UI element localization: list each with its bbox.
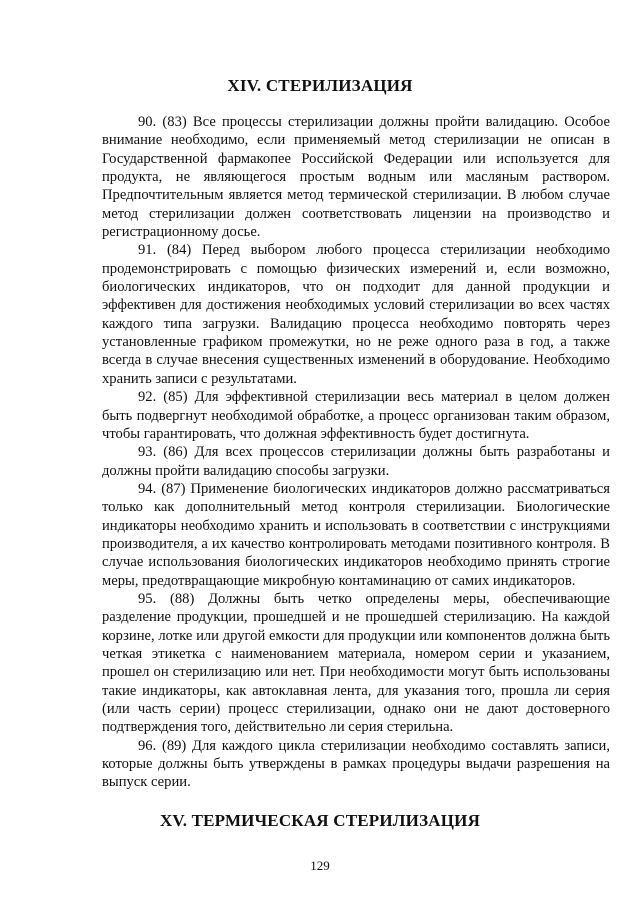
paragraph-91: 91. (84) Перед выбором любого процесса стерилизации необходимо продемонстрировать с помощью физических измерений и, если возможно, биологических индикаторов, что он подходит для данной продукции и эффективен для достижения необходимых условий стерилизации во всех частях каждого типа загрузки. Валидацию процесса необходимо повторять через установленные графиком промежутки, но не реже одного раза в год, а также всегда в случае внесения существенных изменений в оборудование. Необходимо хранить записи с результатами. [102,242,610,387]
paragraph-93: 93. (86) Для всех процессов стерилизации должны быть разработаны и должны пройти валидацию способы загрузки. [102,444,610,479]
paragraph-90: 90. (83) Все процессы стерилизации должны пройти валидацию. Особое внимание необходимо, если применяемый метод стерилизации не описан в Государственной фармакопее Российской Федерации или используется для продукта, не являющегося простым водным или масляным раствором. Предпочтительным является метод термической стерилизации. В любом случае метод стерилизации должен соответствовать лицензии на производство и регистрационному досье. [102,114,610,241]
paragraph-94: 94. (87) Применение биологических индикаторов должно рассматриваться только как дополнительный метод контроля стерилизации. Биологические индикаторы необходимо хранить и использовать в соответствии с инструкциями производителя, а их качество контролировать методами позитивного контроля. В случае использования биологических индикаторов необходимо принять строгие меры, предотвращающие микробную контаминацию от самих индикаторов. [102,480,610,589]
section-title: XIV. СТЕРИЛИЗАЦИЯ [227,76,413,95]
next-section-title: XV. ТЕРМИЧЕСКАЯ СТЕРИЛИЗАЦИЯ [159,811,481,830]
document-body [102,113,610,792]
paragraph-95: 95. (88) Должны быть четко определены меры, обеспечивающие разделение продукции, прошедшей и не прошедшей стерилизацию. На каждой корзине, лотке или другой емкости для продукции или компонентов должна быть четкая этикетка с наименованием материала, номером серии и указанием, прошел он стерилизацию или нет. При необходимости могут быть использованы такие индикаторы, как автоклавная лента, для указания того, прошла ли серия (или часть серии) процесс стерилизации, однако они не дают достоверного подтверждения того, действительно ли серия стерильна. [102,590,610,736]
page-number: 129 [310,858,330,873]
paragraph-92: 92. (85) Для эффективной стерилизации весь материал в целом должен быть подвергнут необходимой обработке, а процесс организован таким образом, чтобы гарантировать, что должная эффективность будет достигнута. [102,389,610,442]
paragraph-96: 96. (89) Для каждого цикла стерилизации необходимо составлять записи, которые должны быть утверждены в рамках процедуры выдачи разрешения на выпуск серии. [102,737,610,791]
